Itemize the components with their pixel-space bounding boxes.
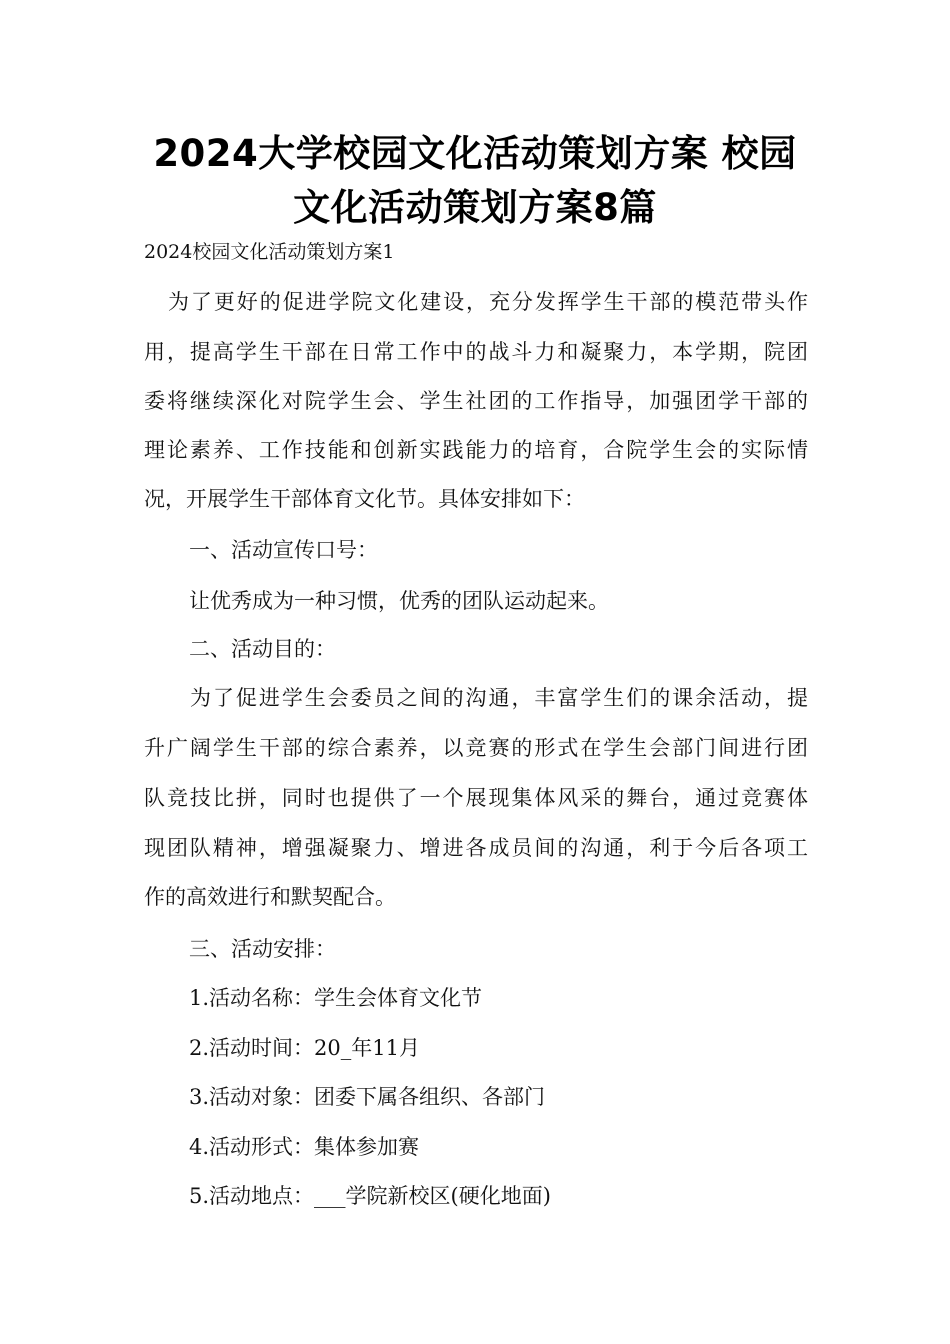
arrangement-item-time: 2.活动时间：20_年11月	[189, 1036, 420, 1060]
purpose-line: 作的高效进行和默契配合。	[144, 885, 396, 909]
intro-line: 委将继续深化对院学生会、学生社团的工作指导，加强团学干部的	[144, 389, 808, 413]
arrangement-item-name: 1.活动名称：学生会体育文化节	[189, 986, 483, 1010]
document-title-line-2: 文化活动策划方案8篇	[293, 186, 657, 229]
section-heading-arrangement: 三、活动安排：	[189, 937, 336, 961]
intro-line: 理论素养、工作技能和创新实践能力的培育，合院学生会的实际情	[144, 438, 808, 462]
slogan-text: 让优秀成为一种习惯，优秀的团队运动起来。	[189, 589, 609, 613]
arrangement-item-location: 5.活动地点：___学院新校区(硬化地面)	[189, 1184, 551, 1208]
arrangement-item-format: 4.活动形式：集体参加赛	[189, 1135, 420, 1159]
intro-line: 况，开展学生干部体育文化节。具体安排如下：	[144, 487, 585, 511]
document-title-line-1: 2024大学校园文化活动策划方案 校园	[153, 132, 797, 175]
purpose-line: 现团队精神，增强凝聚力、增进各成员间的沟通，利于今后各项工	[144, 836, 808, 860]
purpose-line: 升广阔学生干部的综合素养，以竞赛的形式在学生会部门间进行团	[144, 736, 808, 760]
section-heading-slogan: 一、活动宣传口号：	[189, 538, 378, 562]
section-heading-purpose: 二、活动目的：	[189, 637, 336, 661]
plan-subtitle: 2024校园文化活动策划方案1	[144, 241, 395, 263]
intro-line: 用，提高学生干部在日常工作中的战斗力和凝聚力，本学期，院团	[144, 340, 808, 364]
arrangement-item-participants: 3.活动对象：团委下属各组织、各部门	[189, 1085, 546, 1109]
purpose-line: 为了促进学生会委员之间的沟通，丰富学生们的课余活动，提	[190, 686, 808, 710]
purpose-line: 队竞技比拼，同时也提供了一个展现集体风采的舞台，通过竞赛体	[144, 786, 808, 810]
intro-line: 为了更好的促进学院文化建设，充分发挥学生干部的模范带头作	[168, 290, 808, 314]
